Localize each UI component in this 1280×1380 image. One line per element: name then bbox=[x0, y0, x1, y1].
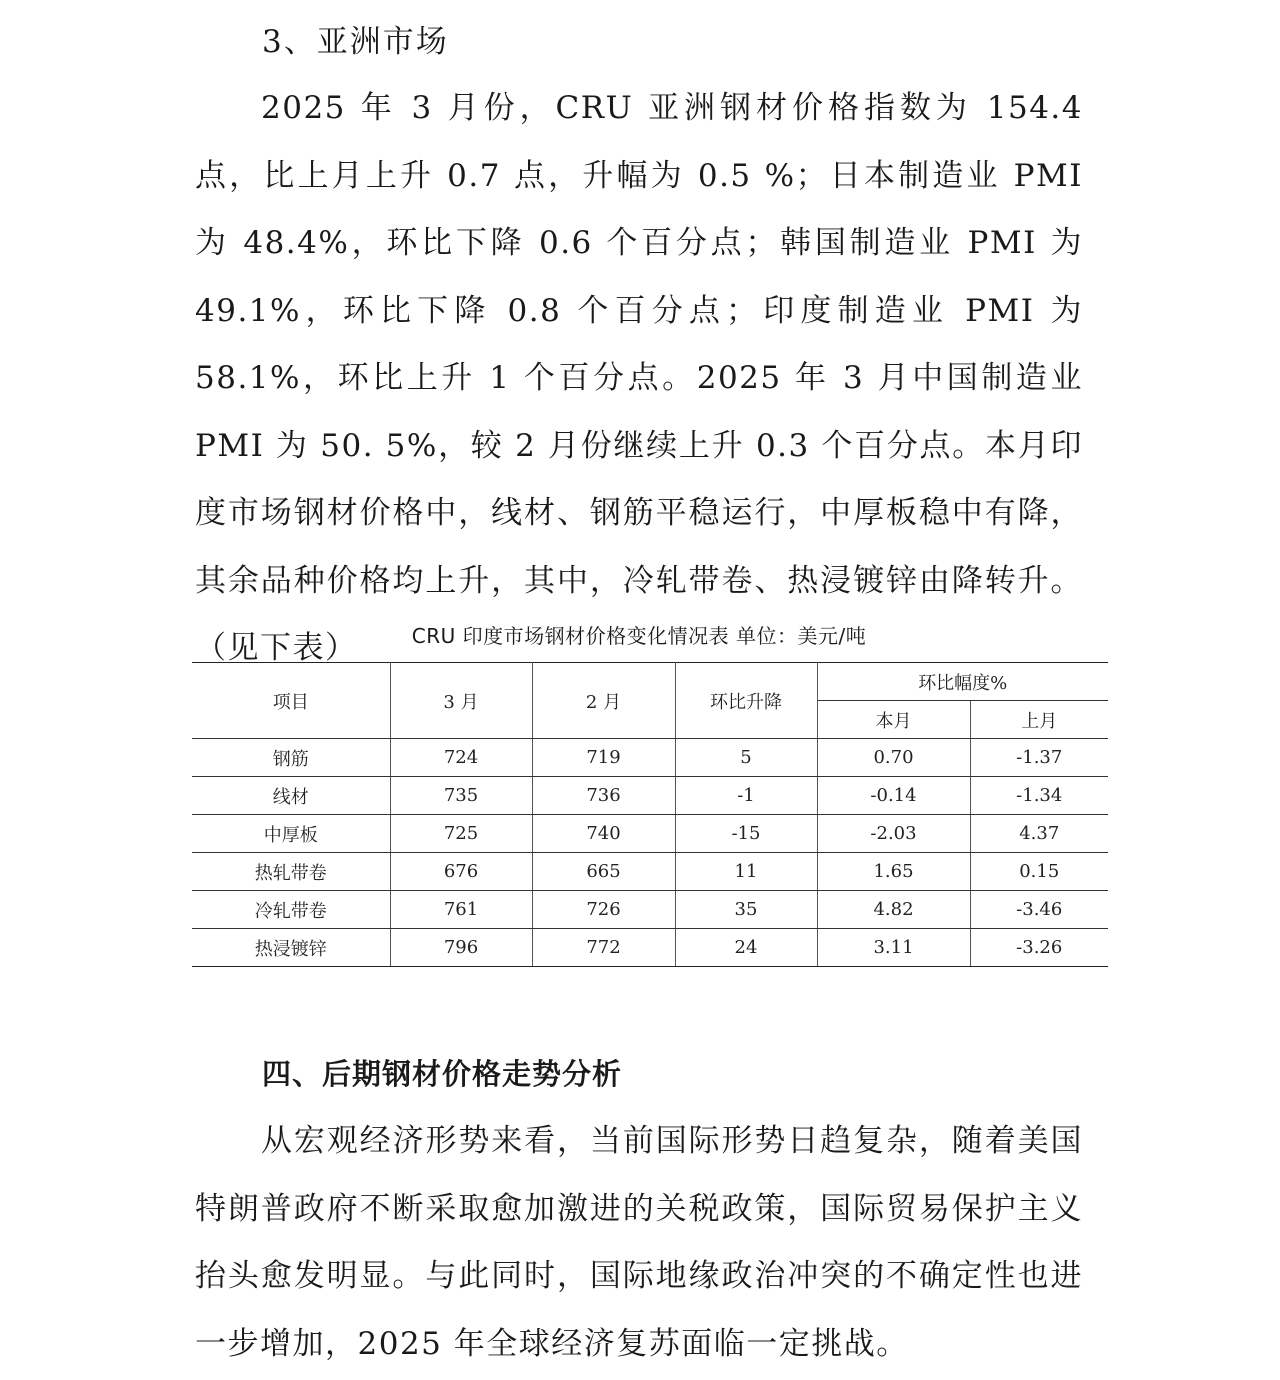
cell-last-month-pct: -3.26 bbox=[970, 929, 1108, 967]
cell-february: 740 bbox=[532, 815, 675, 853]
india-steel-price-table bbox=[192, 662, 1108, 967]
cell-item: 钢筋 bbox=[192, 739, 390, 777]
cell-march: 676 bbox=[390, 853, 532, 891]
table-row bbox=[192, 815, 1108, 853]
cell-february: 736 bbox=[532, 777, 675, 815]
cell-march: 724 bbox=[390, 739, 532, 777]
cell-february: 719 bbox=[532, 739, 675, 777]
section-title: 四、后期钢材价格走势分析 bbox=[262, 1057, 623, 1091]
cell-last-month-pct: -3.46 bbox=[970, 891, 1108, 929]
cell-this-month-pct: -0.14 bbox=[817, 777, 970, 815]
cell-february: 772 bbox=[532, 929, 675, 967]
header-pct-group: 环比幅度% bbox=[817, 663, 1108, 701]
outlook-paragraph: 从宏观经济形势来看，当前国际形势日趋复杂，随着美国特朗普政府不断采取愈加激进的关税政策，国际贸易保护主义抬头愈发明显。与此同时，国际地缘政治冲突的不确定性也进一步增加，2025 年全球经济复苏面临一定挑战。 bbox=[195, 1123, 1083, 1362]
cell-last-month-pct: -1.34 bbox=[970, 777, 1108, 815]
cell-item: 热浸镀锌 bbox=[192, 929, 390, 967]
cell-march: 735 bbox=[390, 777, 532, 815]
table-row bbox=[192, 929, 1108, 967]
cell-change: -15 bbox=[675, 815, 817, 853]
asia-market-paragraph: 2025 年 3 月份，CRU 亚洲钢材价格指数为 154.4 点，比上月上升 0.7 点，升幅为 0.5 %；日本制造业 PMI 为 48.4%，环比下降 0.6 个百分点；韩国制造业 PMI 为 49.1%，环比下降 0.8 个百分点；印度制造业 PMI 为 58.1%，环比上升 1 个百分点。2025 年 3 月中国制造业 PMI 为 50. 5%，较 2 月份继续上升 0.3 个百分点。本月印度市场钢材价格中，线材、钢筋平稳运行，中厚板稳中有降，其余品种价格均上升，其中，冷轧带卷、热浸镀锌由降转升。（见下表） bbox=[195, 90, 1083, 666]
cell-this-month-pct: 4.82 bbox=[817, 891, 970, 929]
cell-change: 24 bbox=[675, 929, 817, 967]
cell-this-month-pct: 0.70 bbox=[817, 739, 970, 777]
cell-march: 796 bbox=[390, 929, 532, 967]
cell-item: 中厚板 bbox=[192, 815, 390, 853]
cell-last-month-pct: -1.37 bbox=[970, 739, 1108, 777]
header-february: 2 月 bbox=[532, 663, 675, 739]
header-change: 环比升降 bbox=[675, 663, 817, 739]
table-row bbox=[192, 853, 1108, 891]
header-last-month: 上月 bbox=[970, 701, 1108, 739]
subsection-title: 3、亚洲市场 bbox=[262, 24, 449, 60]
cell-february: 726 bbox=[532, 891, 675, 929]
cell-item: 冷轧带卷 bbox=[192, 891, 390, 929]
cell-last-month-pct: 0.15 bbox=[970, 853, 1108, 891]
header-this-month: 本月 bbox=[817, 701, 970, 739]
cell-change: 11 bbox=[675, 853, 817, 891]
table-row bbox=[192, 891, 1108, 929]
table-caption: CRU 印度市场钢材价格变化情况表 单位：美元/吨 bbox=[411, 624, 867, 648]
header-item: 项目 bbox=[192, 663, 390, 739]
cell-last-month-pct: 4.37 bbox=[970, 815, 1108, 853]
cell-march: 761 bbox=[390, 891, 532, 929]
cell-march: 725 bbox=[390, 815, 532, 853]
cell-change: -1 bbox=[675, 777, 817, 815]
cell-change: 5 bbox=[675, 739, 817, 777]
cell-item: 热轧带卷 bbox=[192, 853, 390, 891]
table-row bbox=[192, 739, 1108, 777]
cell-this-month-pct: -2.03 bbox=[817, 815, 970, 853]
cell-change: 35 bbox=[675, 891, 817, 929]
cell-february: 665 bbox=[532, 853, 675, 891]
cell-item: 线材 bbox=[192, 777, 390, 815]
header-march: 3 月 bbox=[390, 663, 532, 739]
table-row bbox=[192, 777, 1108, 815]
cell-this-month-pct: 1.65 bbox=[817, 853, 970, 891]
cell-this-month-pct: 3.11 bbox=[817, 929, 970, 967]
